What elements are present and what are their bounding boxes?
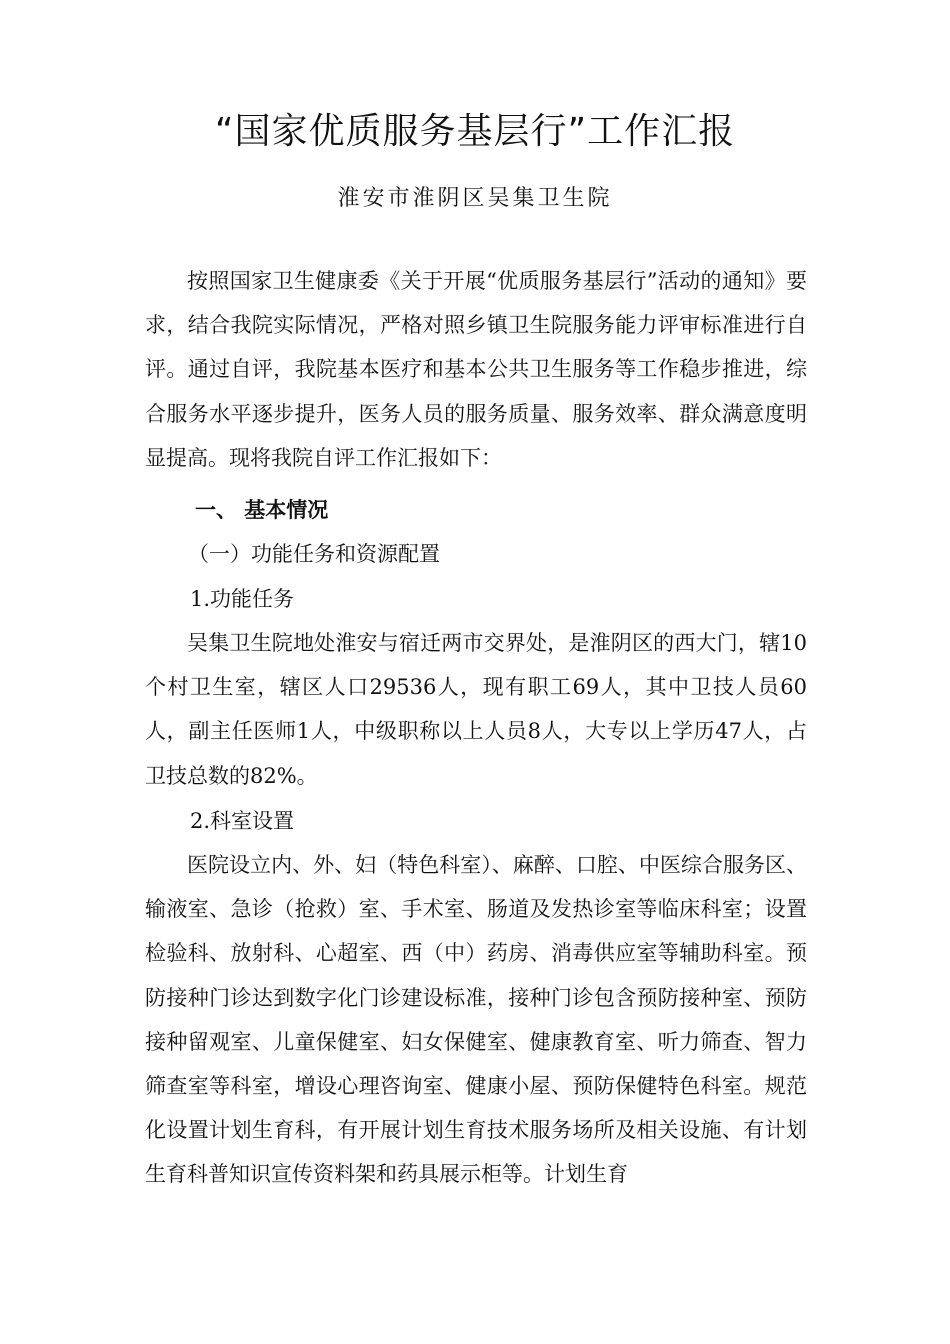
departments-paragraph: 医院设立内、外、妇（特色科室）、麻醉、口腔、中医综合服务区、输液室、急诊（抢救）室、手术室、肠道及发热诊室等临床科室；设置检验科、放射科、心超室、西（中）药房、消毒供应室等辅助科室。预防接种门诊达到数字化门诊建设标准，接种门诊包含预防接种室、预防接种留观室、儿童保健室、妇女保健室、健康教育室、听力筛查、智力筛查室等科室，增设心理咨询室、健康小屋、预防保健特色科室。规范化设置计划生育科，有开展计划生育技术服务场所及相关设施、有计划生育科普知识宣传资料架和药具展示柜等。计划生育 [145,853,807,1187]
section-heading-basic-info: 一、 基本情况 [195,498,329,522]
document-subtitle: 淮安市淮阴区吴集卫生院 [337,186,613,211]
departments-paragraph-block [145,843,807,1197]
item-heading-departments: 2.科室设置 [190,809,295,833]
intro-paragraph-block [145,259,807,480]
functions-paragraph-block [145,621,807,798]
document-title: “国家优质服务基层行”工作汇报 [214,111,736,152]
functions-paragraph: 吴集卫生院地处淮安与宿迁两市交界处，是淮阴区的西大门，辖10个村卫生室，辖区人口29536人，现有职工69人，其中卫技人员60人，副主任医师1人，中级职称以上人员8人，大专以上学历47人，占卫技总数的82%。 [145,631,807,788]
item-heading-functions: 1.功能任务 [190,587,295,611]
intro-paragraph: 按照国家卫生健康委《关于开展“优质服务基层行”活动的通知》要求，结合我院实际情况，严格对照乡镇卫生院服务能力评审标准进行自评。通过自评，我院基本医疗和基本公共卫生服务等工作稳步推进，综合服务水平逐步提升，医务人员的服务质量、服务效率、群众满意度明显提高。现将我院自评工作汇报如下： [145,269,807,470]
subsection-heading-functions-resources: （一）功能任务和资源配置 [188,542,440,566]
